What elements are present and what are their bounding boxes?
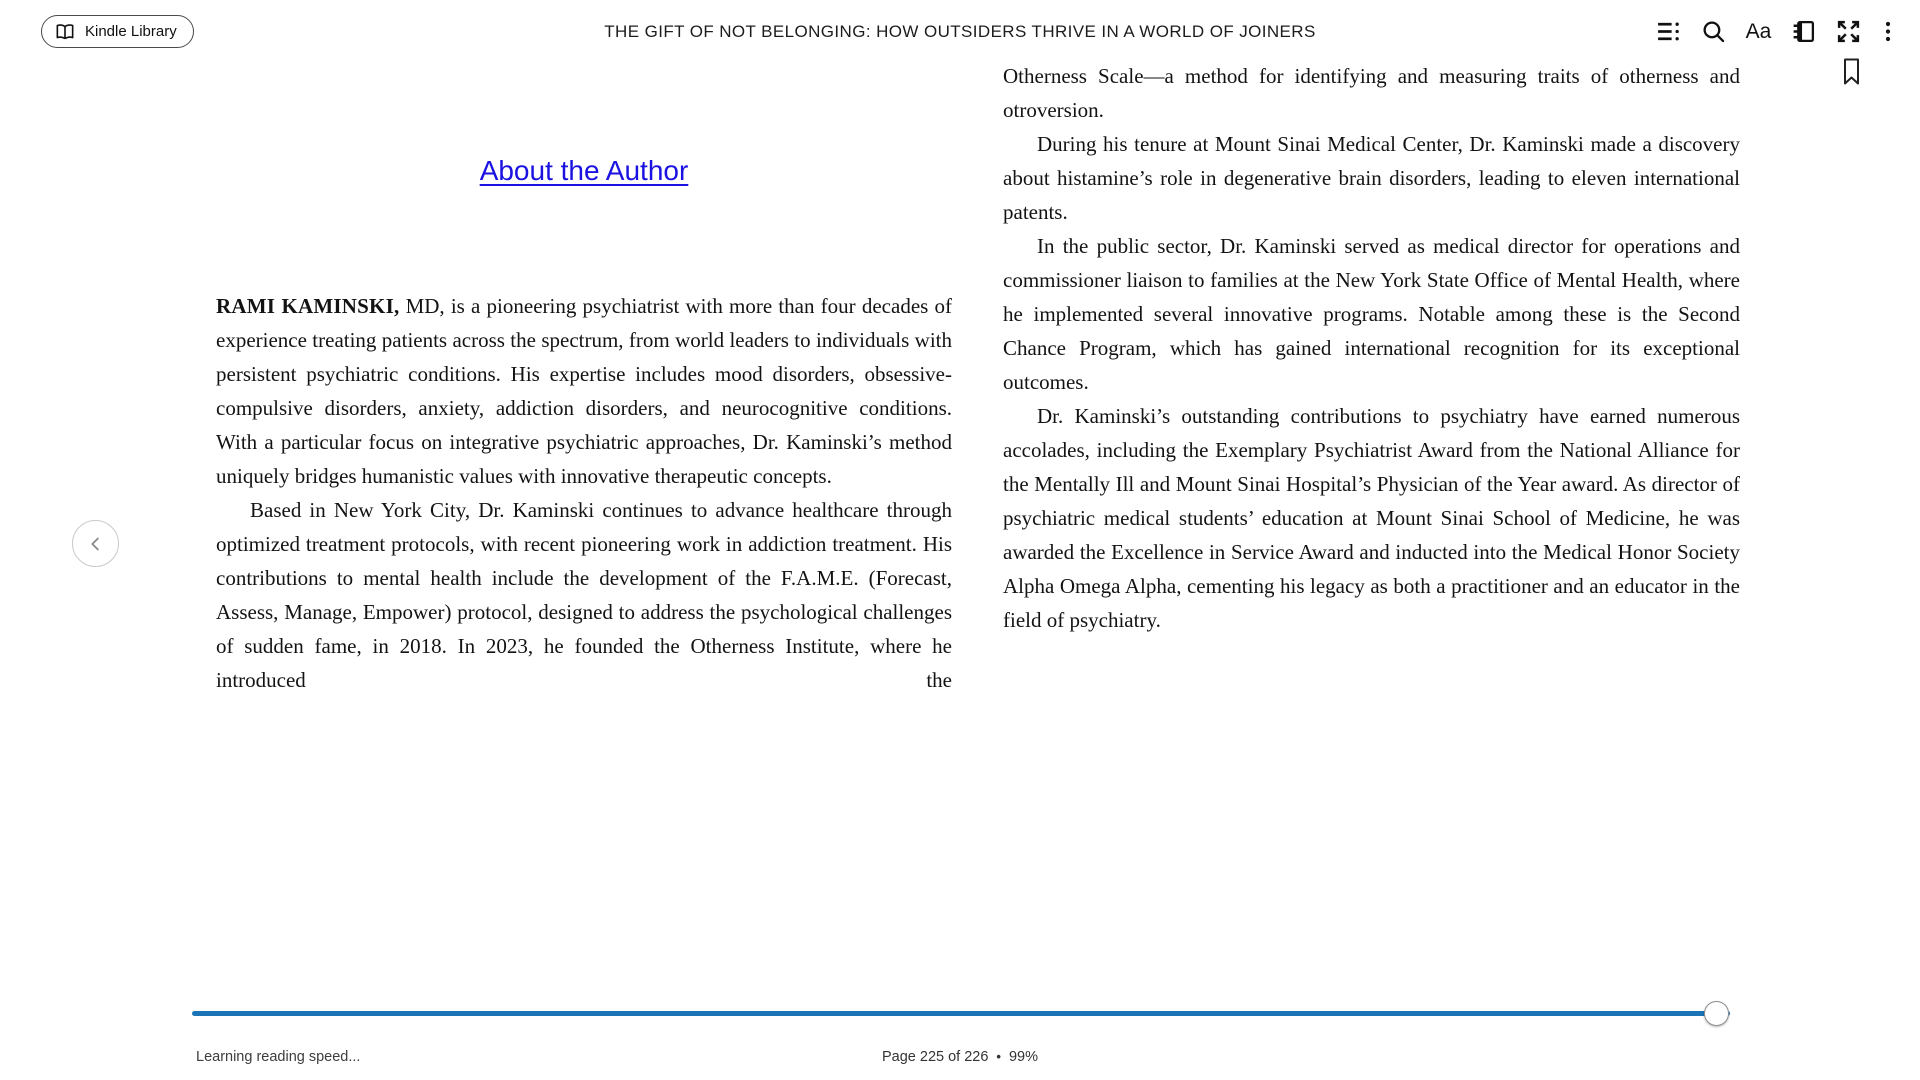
author-name-lead: RAMI KAMINSKI, <box>216 294 400 318</box>
kindle-library-button[interactable] <box>41 15 194 48</box>
font-settings-label: Aa <box>1745 20 1772 43</box>
about-the-author-link[interactable]: About the Author <box>479 155 689 186</box>
reader-toolbar <box>1656 19 1895 44</box>
right-text-column <box>1003 59 1740 637</box>
fullscreen-icon[interactable] <box>1836 19 1861 44</box>
reading-progress-bar[interactable] <box>192 1011 1730 1016</box>
toc-icon[interactable] <box>1656 19 1681 44</box>
reading-view-icon[interactable] <box>1791 19 1816 44</box>
paragraph: Based in New York City, Dr. Kaminski continues to advance healthcare through optimized treatment protocols, with recent pioneering work in addiction treatment. His contributions to mental health include the development of the F.A.M.E. (Forecast, Assess, Manage, Empower) protocol, designed to address the psychological challenges of sudden fame, in 2018. In 2023, he founded the Otherness Institute, where he introduced the <box>216 498 952 692</box>
paragraph: In the public sector, Dr. Kaminski served as medical director for operations and commissioner liaison to families at the New York State Office of Mental Health, where he implemented several innovative programs. Notable among these is the Second Chance Program, which has gained international recognition for its exceptional outcomes. <box>1003 234 1740 394</box>
kindle-library-label: Kindle Library <box>85 23 177 40</box>
font-settings-icon[interactable] <box>1746 19 1771 44</box>
page-label: Page 225 of 226 <box>881 1049 989 1065</box>
page-position-status <box>0 1049 1920 1065</box>
paragraph: Otherness Scale—a method for identifying and measuring traits of otherness and otroversion. <box>1003 64 1740 122</box>
reading-speed-status: Learning reading speed... <box>196 1049 361 1065</box>
search-icon[interactable] <box>1701 19 1726 44</box>
left-text-column <box>216 289 952 697</box>
bullet-separator: • <box>996 1049 1001 1064</box>
previous-page-button[interactable] <box>72 520 119 567</box>
paragraph <box>216 289 952 493</box>
paragraph: During his tenure at Mount Sinai Medical Center, Dr. Kaminski made a discovery about histamine’s role in degenerative brain disorders, leading to eleven international patents. <box>1003 132 1740 224</box>
book-title: THE GIFT OF NOT BELONGING: HOW OUTSIDERS THRIVE IN A WORLD OF JOINERS <box>604 22 1316 41</box>
paragraph-text: MD, is a pioneering psychiatrist with more than four decades of experience treating patients across the spectrum, from world leaders to individuals with persistent psychiatric conditions. His expertise includes mood disorders, obsessive-compulsive disorders, anxiety, addiction disorders, and neurocognitive conditions. With a particular focus on integrative psychiatric approaches, Dr. Kaminski’s method uniquely bridges humanistic values with innovative therapeutic concepts. <box>216 294 952 488</box>
percent-label: 99% <box>1008 1049 1039 1065</box>
overflow-menu-icon[interactable] <box>1881 19 1895 44</box>
chevron-left-icon <box>85 533 107 555</box>
open-book-icon <box>54 23 76 41</box>
progress-slider-handle[interactable] <box>1704 1001 1729 1026</box>
paragraph: Dr. Kaminski’s outstanding contributions to psychiatry have earned numerous accolades, including the Exemplary Psychiatrist Award from the National Alliance for the Mentally Ill and Mount Sinai Hospital’s Physician of the Year award. As director of psychiatric medical students’ education at Mount Sinai School of Medicine, he was awarded the Excellence in Service Award and inducted into the Medical Honor Society Alpha Omega Alpha, cementing his legacy as both a practitioner and an educator in the field of psychiatry. <box>1003 404 1740 632</box>
bookmark-icon[interactable] <box>1843 58 1860 86</box>
